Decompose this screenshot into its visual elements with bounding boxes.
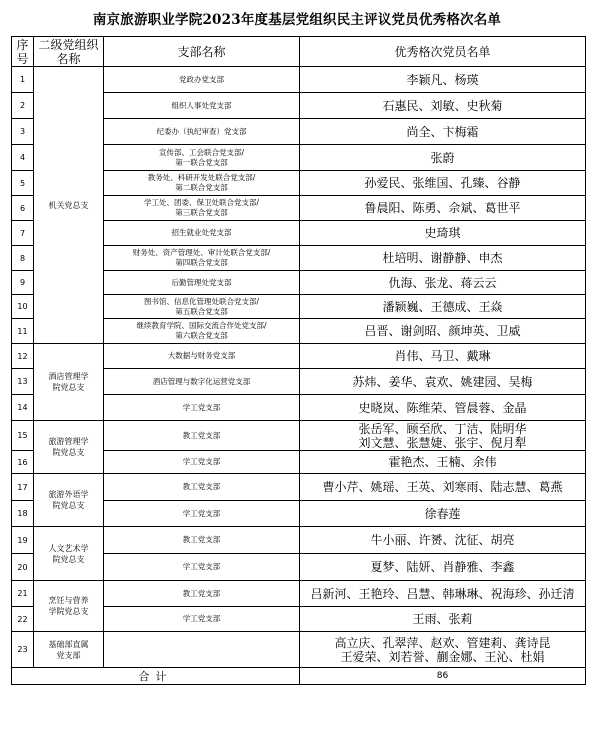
table-body [12, 67, 586, 668]
member-names [300, 67, 586, 93]
member-names [300, 395, 586, 421]
row-number: 7 [12, 221, 34, 246]
branch-name: 学工党支部 [104, 554, 300, 581]
member-names [300, 221, 586, 246]
branch-name: 图书馆、信息化管理处联合党支部/ 第五联合党支部 [104, 295, 300, 319]
org-label: 基础部直属党支部 [48, 639, 89, 660]
member-names-line: 王雨、张莉 [412, 612, 473, 626]
member-names [300, 581, 586, 607]
member-names-line: 苏炜、姜华、袁欢、姚建园、吴梅 [352, 374, 533, 389]
row-number: 18 [12, 501, 34, 527]
branch-name: 学工党支部 [104, 501, 300, 527]
org-name [34, 527, 104, 581]
member-names-line: 吕新河、王艳玲、吕慧、韩琳琳、祝海珍、孙迁清 [310, 586, 575, 601]
member-names-line: 高立庆、孔翠萍、赵欢、管建莉、龚诗昆 [334, 635, 551, 650]
member-names-line: 肖伟、马卫、戴琳 [394, 349, 491, 363]
branch-name: 教工党支部 [104, 421, 300, 451]
member-names-line: 吕晋、谢剑昭、颜坤英、卫威 [364, 324, 521, 338]
row-number: 19 [12, 527, 34, 554]
member-names [300, 295, 586, 319]
row-number: 11 [12, 319, 34, 344]
row-number: 12 [12, 344, 34, 369]
member-names-line: 仇海、张龙、蒋云云 [388, 275, 497, 290]
branch-name: 教务处、科研开发处联合党支部/ 第二联合党支部 [104, 171, 300, 196]
row-number: 17 [12, 474, 34, 501]
member-names [300, 527, 586, 554]
member-names-line: 石惠民、刘敏、史秋菊 [382, 98, 503, 113]
member-names [300, 632, 586, 668]
row-number: 23 [12, 632, 34, 668]
org-label: 人文艺术学院党总支 [48, 543, 89, 564]
row-number: 2 [12, 93, 34, 119]
member-names-line: 尚全、卞梅霜 [406, 124, 479, 139]
member-names-line: 徐春莲 [424, 506, 461, 521]
org-label: 旅游外语学院党总支 [48, 490, 89, 510]
row-number: 4 [12, 145, 34, 171]
row-number: 15 [12, 421, 34, 451]
page-title: 南京旅游职业学院2023年度基层党组织民主评议党员优秀格次名单 [92, 12, 502, 28]
header-branch: 支部名称 [104, 37, 300, 67]
branch-name: 学工处、团委、保卫处联合党支部/ 第三联合党支部 [104, 196, 300, 221]
branch-name: 学工党支部 [104, 607, 300, 632]
org-label: 烹饪与营养学院党总支 [48, 596, 89, 616]
branch-name: 招生就业处党支部 [104, 221, 300, 246]
member-names [300, 607, 586, 632]
member-names-line: 史晓岚、陈维荣、管晨蓉、金晶 [358, 400, 527, 415]
member-names-line: 李颖凡、杨瑛 [406, 72, 479, 87]
row-number: 13 [12, 369, 34, 395]
member-names-line: 霍艳杰、王楠、余伟 [388, 455, 497, 469]
branch-name: 组织人事处党支部 [104, 93, 300, 119]
org-label: 机关党总支 [48, 200, 89, 210]
org-label: 旅游管理学院党总支 [48, 437, 89, 457]
member-names [300, 246, 586, 271]
org-label: 酒店管理学院党总支 [48, 372, 89, 392]
member-names [300, 421, 586, 451]
branch-name: 大数据与财务党支部 [104, 344, 300, 369]
honor-table [11, 36, 586, 685]
table-row [12, 421, 586, 451]
row-number: 10 [12, 295, 34, 319]
branch-name: 纪委办（执纪审查）党支部 [104, 119, 300, 145]
member-names [300, 171, 586, 196]
row-number: 3 [12, 119, 34, 145]
member-names-line: 史琦琪 [424, 226, 461, 240]
total-label: 合计 [12, 668, 300, 685]
member-names-line: 夏梦、陆妍、肖静雅、李鑫 [370, 560, 515, 574]
branch-name: 后勤管理处党支部 [104, 271, 300, 295]
row-number: 5 [12, 171, 34, 196]
member-names-line: 张蔚 [430, 150, 455, 165]
row-number: 1 [12, 67, 34, 93]
member-names [300, 145, 586, 171]
member-names [300, 196, 586, 221]
row-number: 14 [12, 395, 34, 421]
member-names-line: 孙爱民、张维国、孔臻、谷静 [364, 176, 521, 190]
row-number: 21 [12, 581, 34, 607]
branch-name: 财务处、资产管理处、审计处联合党支部/ 第四联合党支部 [104, 246, 300, 271]
branch-name: 宣传部、工会联合党支部/ 第一联合党支部 [104, 145, 300, 171]
member-names [300, 93, 586, 119]
table-row [12, 344, 586, 369]
member-names-line: 刘文慧、张慧婕、张宇、倪月犁 [358, 435, 527, 450]
row-number: 22 [12, 607, 34, 632]
row-number: 8 [12, 246, 34, 271]
branch-name: 学工党支部 [104, 395, 300, 421]
member-names-line: 张岳军、顾至欣、丁洁、陆明华 [358, 421, 527, 436]
member-names [300, 474, 586, 501]
member-names [300, 369, 586, 395]
member-names [300, 501, 586, 527]
table-header-row [12, 37, 586, 67]
org-name [34, 632, 104, 668]
org-name [34, 344, 104, 421]
branch-name [104, 632, 300, 668]
table-row [12, 632, 586, 668]
branch-name: 酒店管理与数字化运营党支部 [104, 369, 300, 395]
branch-name: 教工党支部 [104, 581, 300, 607]
row-number: 6 [12, 196, 34, 221]
table-row [12, 527, 586, 554]
member-names [300, 554, 586, 581]
branch-name: 继续教育学院、国际交流合作处党支部/ 第六联合党支部 [104, 319, 300, 344]
member-names [300, 319, 586, 344]
total-value: 86 [300, 668, 586, 685]
total-row [12, 668, 586, 685]
branch-name: 学工党支部 [104, 451, 300, 474]
row-number: 9 [12, 271, 34, 295]
row-number: 20 [12, 554, 34, 581]
member-names-line: 曹小芹、姚瑶、王英、刘寒雨、陆志慧、葛燕 [322, 480, 563, 494]
header-org: 二级党组织名称 [34, 37, 104, 67]
member-names-line: 王爱荣、刘若誉、蒯金娜、王沁、杜娟 [340, 649, 545, 664]
org-name [34, 421, 104, 474]
member-names-line: 牛小丽、许赟、沈征、胡亮 [370, 533, 515, 547]
branch-name: 教工党支部 [104, 474, 300, 501]
member-names [300, 271, 586, 295]
header-names: 优秀格次党员名单 [300, 37, 586, 67]
member-names-line: 潘颖巍、王德成、王焱 [382, 299, 503, 314]
member-names [300, 119, 586, 145]
member-names-line: 杜培明、谢静静、申杰 [382, 251, 503, 265]
header-no: 序号 [12, 37, 34, 67]
org-name [34, 67, 104, 344]
table-row [12, 474, 586, 501]
branch-name: 党政办党支部 [104, 67, 300, 93]
org-name [34, 581, 104, 632]
row-number: 16 [12, 451, 34, 474]
member-names [300, 451, 586, 474]
org-name [34, 474, 104, 527]
table-row [12, 67, 586, 93]
member-names-line: 鲁晨阳、陈勇、佘斌、葛世平 [364, 201, 521, 215]
branch-name: 教工党支部 [104, 527, 300, 554]
table-row [12, 581, 586, 607]
member-names [300, 344, 586, 369]
